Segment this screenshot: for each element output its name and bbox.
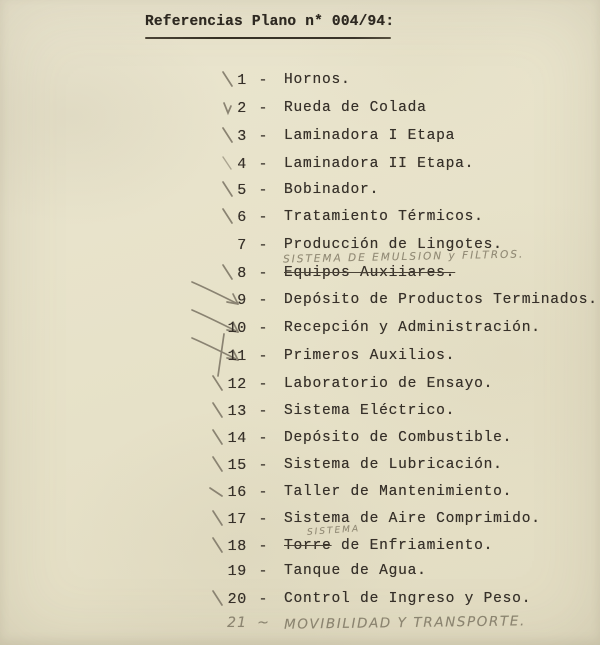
item-number: 3 bbox=[237, 128, 247, 145]
item-number: 12 bbox=[227, 376, 247, 393]
list-item-11 bbox=[0, 348, 600, 370]
item-number: 8 bbox=[237, 265, 247, 282]
item-label: Sistema de Aire Comprimido. bbox=[284, 511, 541, 527]
list-item-16 bbox=[0, 484, 600, 506]
item-number: 11 bbox=[227, 348, 247, 365]
list-item-17 bbox=[0, 511, 600, 533]
item-number: 1 bbox=[237, 72, 247, 89]
list-item-21 bbox=[0, 615, 600, 637]
list-item-8 bbox=[0, 248, 600, 287]
list-item-3 bbox=[0, 128, 600, 150]
item-number: 21 bbox=[227, 615, 247, 631]
item-dash: - bbox=[258, 538, 268, 555]
item-dash: - bbox=[258, 563, 268, 580]
item-label: Depósito de Productos Terminados. bbox=[284, 292, 598, 308]
item-number: 16 bbox=[227, 484, 247, 501]
item-dash: - bbox=[258, 430, 268, 447]
item-label: Laminadora I Etapa bbox=[284, 128, 456, 144]
item-number: 14 bbox=[227, 430, 247, 447]
item-label: Primeros Auxilios. bbox=[284, 348, 456, 364]
item-number: 7 bbox=[237, 237, 247, 254]
list-item-13 bbox=[0, 403, 600, 425]
item-dash: - bbox=[258, 403, 268, 420]
item-number: 20 bbox=[227, 591, 247, 608]
item-dash: - bbox=[258, 100, 268, 117]
list-item-15 bbox=[0, 457, 600, 479]
list-item-18 bbox=[0, 524, 600, 560]
item-number: 18 bbox=[227, 538, 247, 555]
item-dash: - bbox=[258, 209, 268, 226]
item-dash: - bbox=[258, 511, 268, 528]
item-label bbox=[284, 538, 493, 554]
item-dash: - bbox=[258, 591, 268, 608]
item-label: Rueda de Colada bbox=[284, 100, 427, 116]
item-number: 4 bbox=[237, 156, 247, 173]
list-item-2 bbox=[0, 100, 600, 122]
item-number: 15 bbox=[227, 457, 247, 474]
item-label: Depósito de Combustible. bbox=[284, 430, 513, 446]
list-item-12 bbox=[0, 376, 600, 398]
item-label: Hornos. bbox=[284, 72, 351, 88]
item-number: 5 bbox=[237, 182, 247, 199]
list-item-10 bbox=[0, 320, 600, 342]
item-label: Taller de Mantenimiento. bbox=[284, 484, 513, 500]
item-dash: - bbox=[258, 457, 268, 474]
item-label: Sistema de Lubricación. bbox=[284, 457, 503, 473]
item-number: 6 bbox=[237, 209, 247, 226]
list-item-20 bbox=[0, 591, 600, 613]
item-label: Laboratorio de Ensayo. bbox=[284, 376, 494, 392]
item-dash: ~ bbox=[257, 615, 269, 631]
list-item-9 bbox=[0, 292, 600, 314]
item-number: 13 bbox=[227, 403, 247, 420]
item-label: Equipos Auxiiares. bbox=[284, 265, 456, 281]
item-label: Laminadora II Etapa. bbox=[284, 156, 475, 172]
item-dash: - bbox=[258, 128, 268, 145]
list-item-14 bbox=[0, 430, 600, 452]
item-dash: - bbox=[258, 156, 268, 173]
list-item-19 bbox=[0, 563, 600, 585]
item-label: Sistema Eléctrico. bbox=[284, 403, 456, 419]
item-number: 19 bbox=[227, 563, 247, 580]
label-rest: de Enfriamiento. bbox=[331, 538, 494, 554]
handwritten-annotation: SISTEMA bbox=[306, 524, 361, 538]
item-label: MOVIBILIDAD Y TRANSPORTE. bbox=[283, 613, 526, 633]
item-number: 2 bbox=[237, 100, 247, 117]
item-dash: - bbox=[258, 484, 268, 501]
item-number: 10 bbox=[227, 320, 247, 337]
item-label: Tanque de Agua. bbox=[284, 563, 427, 579]
item-dash: - bbox=[258, 237, 268, 254]
item-dash: - bbox=[258, 265, 268, 282]
struck-word: Torre bbox=[284, 538, 332, 554]
list-item-4 bbox=[0, 156, 600, 178]
item-number: 9 bbox=[237, 292, 247, 309]
item-number: 17 bbox=[227, 511, 247, 528]
item-label: Producción de Lingotes. bbox=[284, 237, 503, 253]
item-dash: - bbox=[258, 376, 268, 393]
handwritten-annotation: SISTEMA DE EMULSION y FILTROS. bbox=[282, 248, 525, 266]
item-dash: - bbox=[258, 320, 268, 337]
item-label: Control de Ingreso y Peso. bbox=[284, 591, 532, 607]
item-label: Bobinador. bbox=[284, 182, 380, 198]
list-item-1 bbox=[0, 72, 600, 94]
item-label: Tratamiento Térmicos. bbox=[284, 209, 484, 225]
item-dash: - bbox=[258, 348, 268, 365]
item-label: Recepción y Administración. bbox=[284, 320, 541, 336]
list-item-5 bbox=[0, 182, 600, 204]
document-title: Referencias Plano n* 004/94: bbox=[145, 14, 395, 30]
list-item-6 bbox=[0, 209, 600, 231]
item-dash: - bbox=[258, 292, 268, 309]
item-dash: - bbox=[258, 72, 268, 89]
item-dash: - bbox=[258, 182, 268, 199]
